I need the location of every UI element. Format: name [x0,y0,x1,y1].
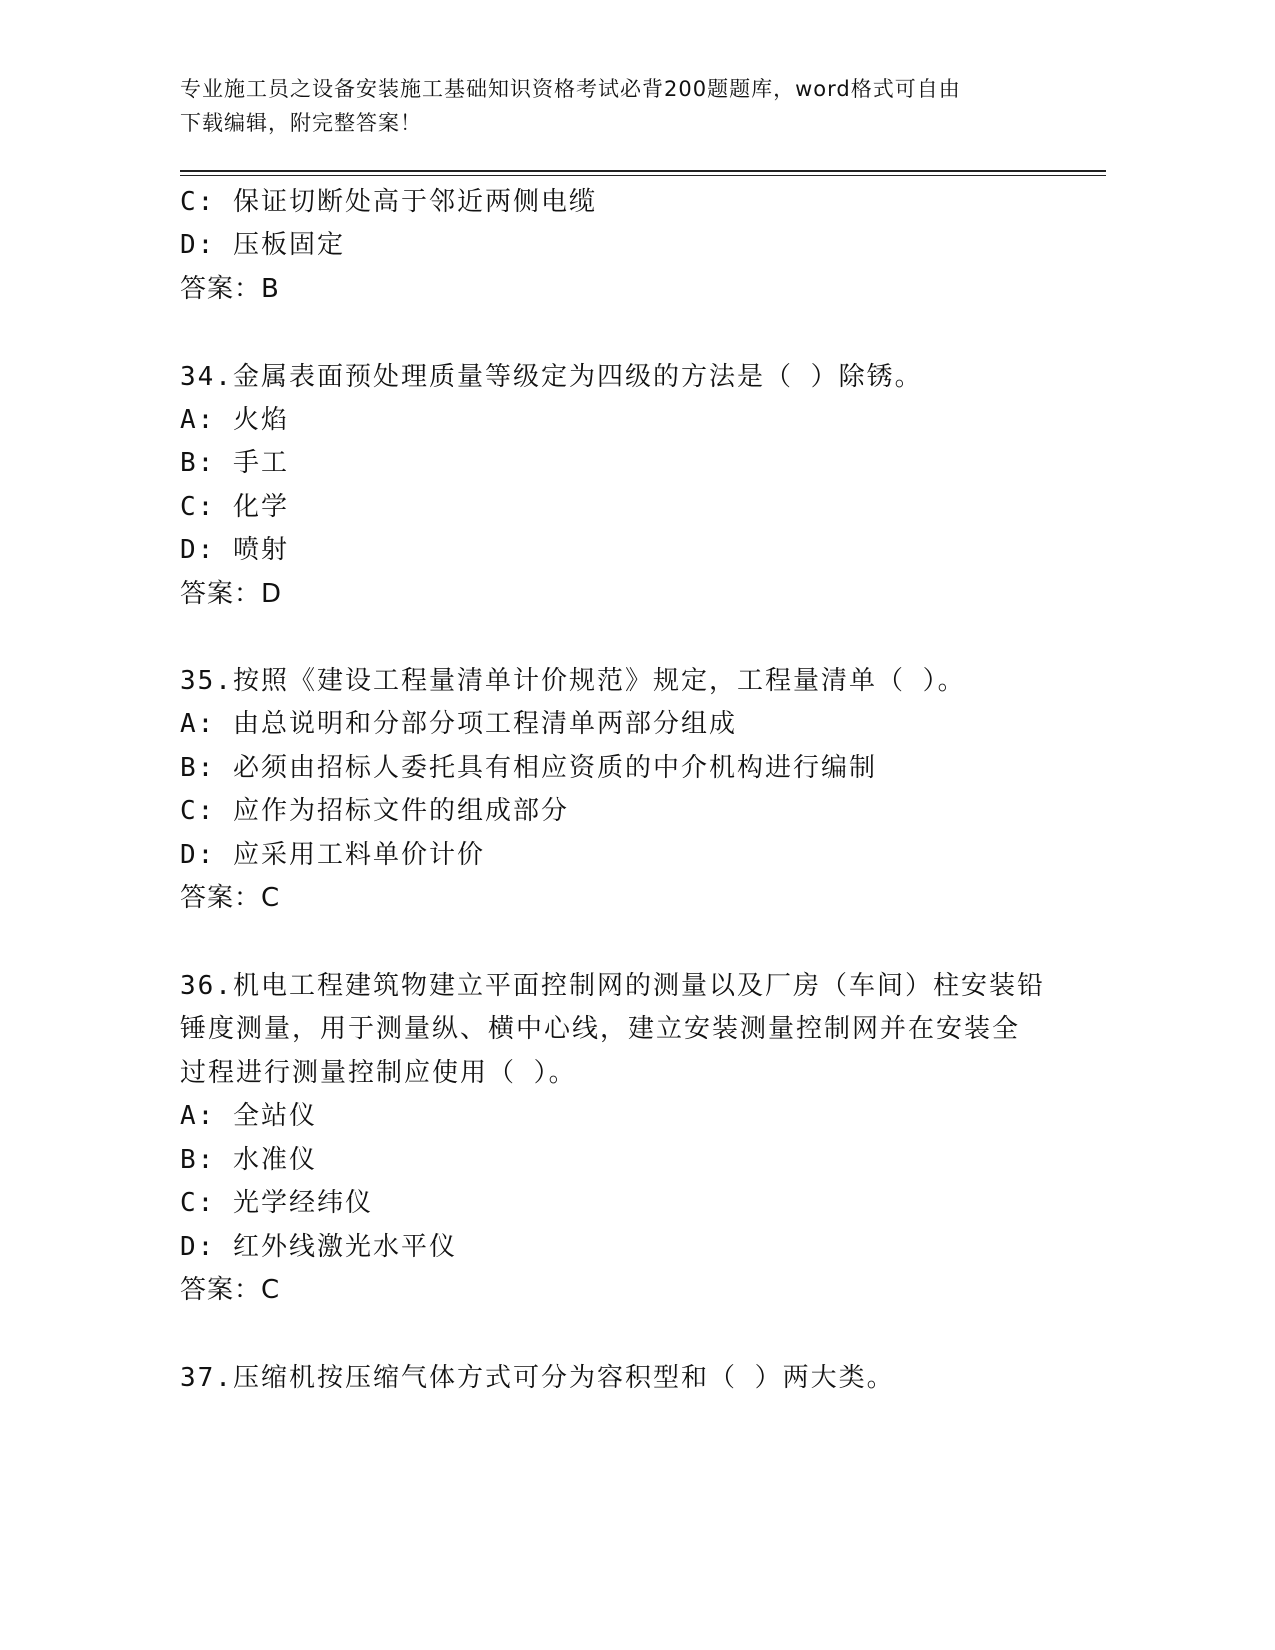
q36-option-b: B: 水准仪 [180,1145,317,1175]
header-line-1: 专业施工员之设备安装施工基础知识资格考试必背200题题库，word格式可自由 [180,77,961,101]
q36-option-d: D: 红外线激光水平仪 [180,1232,457,1262]
q37-question: 37.压缩机按压缩气体方式可分为容积型和（ ）两大类。 [180,1363,895,1393]
q35-option-c: C: 应作为招标文件的组成部分 [180,796,569,826]
q36-question-line-1: 36.机电工程建筑物建立平面控制网的测量以及厂房（车间）柱安装铅 [180,971,1045,1001]
q36-answer: 答案：C [180,1275,281,1305]
q34-option-c: C: 化学 [180,492,289,522]
q34-option-b: B: 手工 [180,448,289,478]
q35-option-a: A: 由总说明和分部分项工程清单两部分组成 [180,709,737,739]
q35-question: 35.按照《建设工程量清单计价规范》规定，工程量清单（ ）。 [180,666,966,696]
header-line-2: 下载编辑，附完整答案！ [180,111,422,135]
q34-answer: 答案：D [180,579,283,609]
q35-option-b: B: 必须由招标人委托具有相应资质的中介机构进行编制 [180,753,877,783]
header-rule-thick [180,170,1106,172]
q36-option-a: A: 全站仪 [180,1101,317,1131]
header-rule-thin [180,175,1106,176]
q33-option-c: C: 保证切断处高于邻近两侧电缆 [180,187,597,217]
q34-question: 34.金属表面预处理质量等级定为四级的方法是（ ）除锈。 [180,362,923,392]
q36-question-line-2: 锤度测量，用于测量纵、横中心线，建立安装测量控制网并在安装全 [180,1014,1021,1044]
q35-option-d: D: 应采用工料单价计价 [180,840,485,870]
q35-answer: 答案：C [180,883,281,913]
q36-option-c: C: 光学经纬仪 [180,1188,373,1218]
q33-answer: 答案：B [180,274,280,304]
q34-option-d: D: 喷射 [180,535,289,565]
q34-option-a: A: 火焰 [180,405,289,435]
q33-option-d: D: 压板固定 [180,230,345,260]
document-header [180,72,1040,140]
q36-question-line-3: 过程进行测量控制应使用（ ）。 [180,1058,577,1088]
